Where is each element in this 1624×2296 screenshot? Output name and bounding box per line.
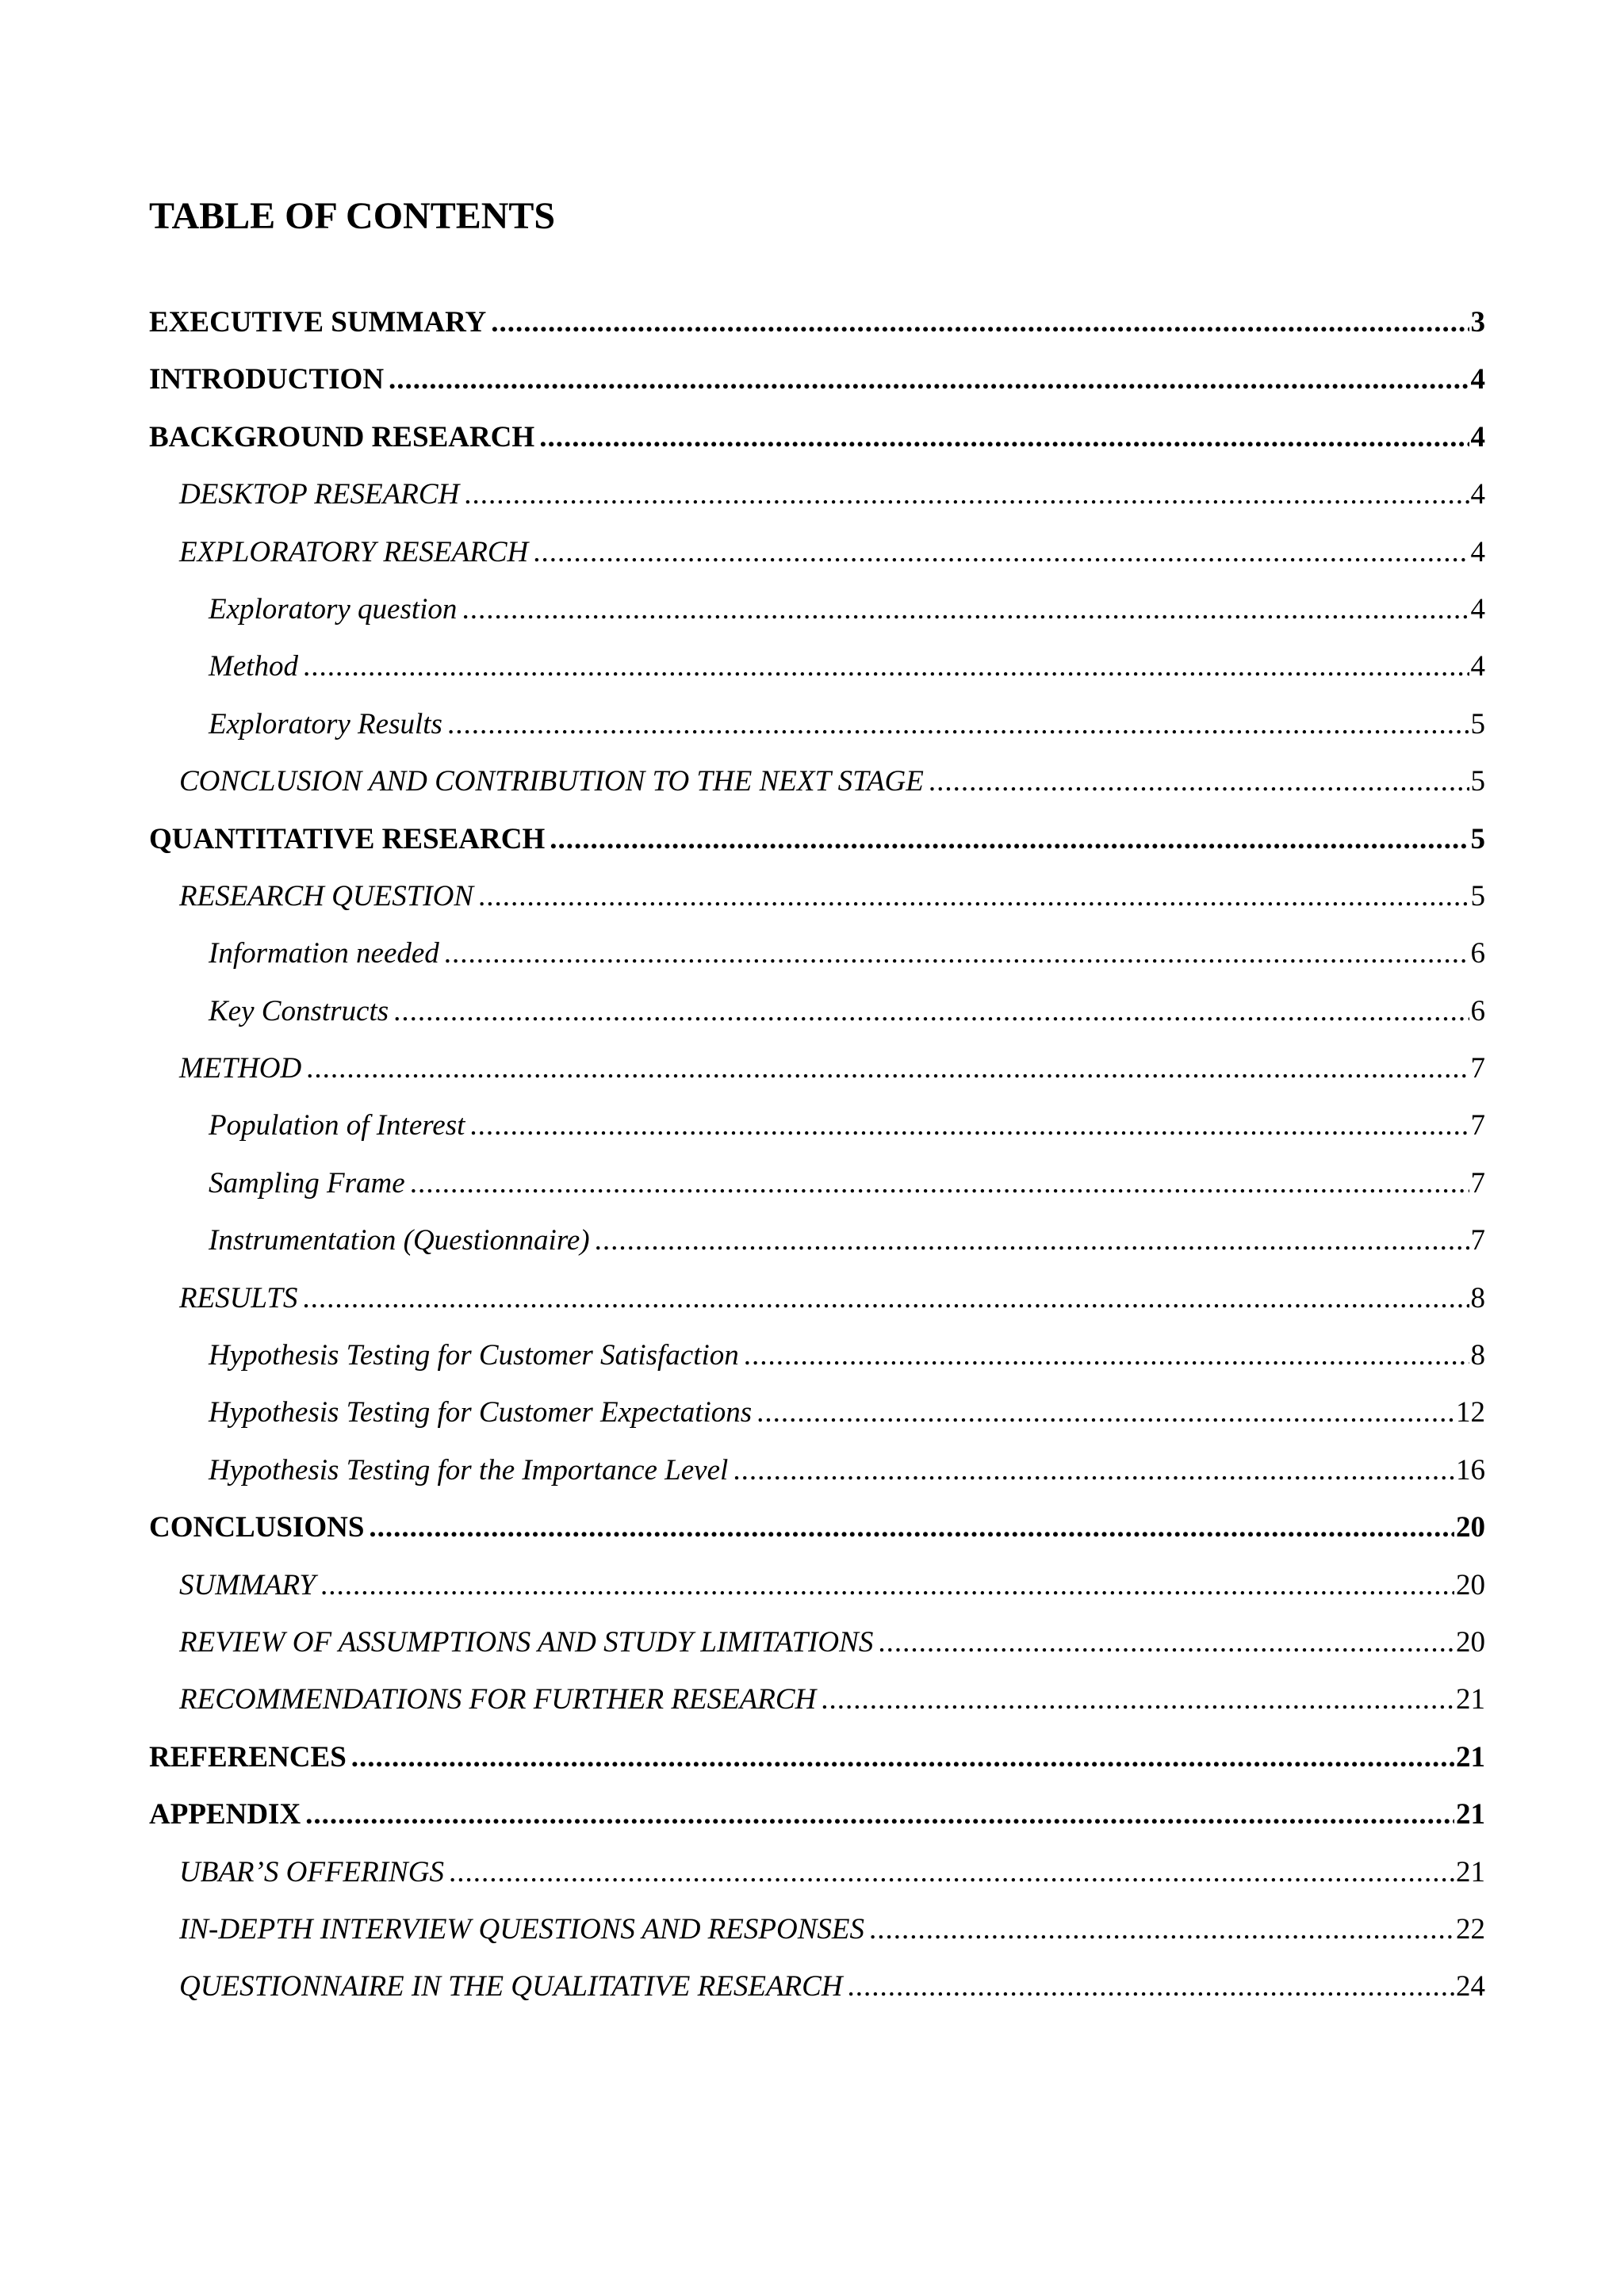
toc-entry-title: RESULTS bbox=[179, 1281, 298, 1314]
toc-entry[interactable] bbox=[149, 758, 1485, 815]
toc-entry[interactable] bbox=[149, 299, 1485, 356]
toc-entry-page-number: 4 bbox=[1470, 650, 1485, 683]
dot-leader bbox=[464, 471, 1469, 519]
toc-entry-title: Hypothesis Testing for Customer Satisfaction bbox=[209, 1339, 739, 1372]
toc-entry[interactable] bbox=[149, 1562, 1485, 1619]
toc-entry[interactable] bbox=[149, 586, 1485, 643]
toc-entry[interactable] bbox=[149, 1102, 1485, 1159]
toc-entry-page-number: 20 bbox=[1456, 1511, 1485, 1544]
dot-leader bbox=[756, 1389, 1454, 1437]
toc-entry-page-number: 4 bbox=[1470, 535, 1485, 568]
toc-entry-title: CONCLUSION AND CONTRIBUTION TO THE NEXT STAGE bbox=[179, 765, 924, 798]
toc-entry[interactable] bbox=[149, 356, 1485, 413]
toc-entry-title: Key Constructs bbox=[209, 994, 389, 1027]
toc-entry-title: Method bbox=[209, 650, 299, 683]
toc-entry-page-number: 21 bbox=[1456, 1855, 1485, 1888]
toc-entry-page-number: 4 bbox=[1470, 363, 1485, 396]
toc-entry[interactable] bbox=[149, 1332, 1485, 1389]
toc-entry-title: Sampling Frame bbox=[209, 1166, 405, 1200]
toc-entry-page-number: 4 bbox=[1470, 478, 1485, 511]
toc-entry-page-number: 21 bbox=[1456, 1683, 1485, 1716]
toc-entry[interactable] bbox=[149, 1791, 1485, 1848]
toc-entry[interactable] bbox=[149, 529, 1485, 586]
toc-list bbox=[149, 299, 1485, 2021]
toc-entry-title: Hypothesis Testing for the Importance Level bbox=[209, 1453, 729, 1487]
toc-entry-page-number: 5 bbox=[1470, 822, 1485, 855]
toc-entry-title: Instrumentation (Questionnaire) bbox=[209, 1224, 590, 1257]
toc-entry-page-number: 6 bbox=[1470, 937, 1485, 970]
toc-entry-page-number: 7 bbox=[1470, 1166, 1485, 1200]
toc-entry[interactable] bbox=[149, 988, 1485, 1045]
toc-entry-page-number: 24 bbox=[1456, 1970, 1485, 2003]
dot-leader bbox=[929, 758, 1469, 806]
toc-entry[interactable] bbox=[149, 1447, 1485, 1504]
dot-leader bbox=[351, 1734, 1454, 1781]
dot-leader bbox=[449, 1849, 1454, 1896]
dot-leader bbox=[320, 1562, 1454, 1609]
toc-entry-page-number: 7 bbox=[1470, 1224, 1485, 1257]
toc-entry-page-number: 16 bbox=[1456, 1453, 1485, 1487]
toc-entry-page-number: 5 bbox=[1470, 765, 1485, 798]
dot-leader bbox=[410, 1160, 1469, 1207]
toc-entry[interactable] bbox=[149, 1849, 1485, 1906]
toc-entry-title: METHOD bbox=[179, 1052, 302, 1085]
toc-entry[interactable] bbox=[149, 471, 1485, 528]
toc-entry-title: Exploratory question bbox=[209, 592, 458, 626]
toc-entry-page-number: 8 bbox=[1470, 1339, 1485, 1372]
toc-entry[interactable] bbox=[149, 414, 1485, 471]
dot-leader bbox=[550, 816, 1469, 863]
dot-leader bbox=[733, 1447, 1454, 1494]
toc-entry[interactable] bbox=[149, 1619, 1485, 1676]
toc-entry-page-number: 8 bbox=[1470, 1281, 1485, 1314]
toc-entry-page-number: 5 bbox=[1470, 879, 1485, 913]
toc-entry[interactable] bbox=[149, 1160, 1485, 1217]
toc-entry[interactable] bbox=[149, 1676, 1485, 1733]
toc-entry-title: IN-DEPTH INTERVIEW QUESTIONS AND RESPONSES bbox=[179, 1912, 864, 1946]
dot-leader bbox=[302, 1275, 1469, 1322]
toc-entry-page-number: 5 bbox=[1470, 707, 1485, 740]
dot-leader bbox=[305, 1791, 1454, 1839]
dot-leader bbox=[369, 1504, 1454, 1552]
toc-entry-title: INTRODUCTION bbox=[149, 363, 385, 396]
toc-entry-title: CONCLUSIONS bbox=[149, 1511, 365, 1544]
toc-entry-title: QUESTIONNAIRE IN THE QUALITATIVE RESEARCH bbox=[179, 1970, 843, 2003]
toc-entry-title: DESKTOP RESEARCH bbox=[179, 478, 460, 511]
toc-entry-page-number: 12 bbox=[1456, 1396, 1485, 1429]
toc-entry[interactable] bbox=[149, 1734, 1485, 1791]
toc-entry-title: REVIEW OF ASSUMPTIONS AND STUDY LIMITATIONS bbox=[179, 1625, 874, 1659]
toc-entry-title: Hypothesis Testing for Customer Expectations bbox=[209, 1396, 753, 1429]
toc-entry-page-number: 4 bbox=[1470, 592, 1485, 626]
toc-entry-page-number: 20 bbox=[1456, 1568, 1485, 1601]
dot-leader bbox=[462, 586, 1469, 633]
dot-leader bbox=[303, 643, 1469, 691]
dot-leader bbox=[878, 1619, 1454, 1667]
toc-entry-title: Exploratory Results bbox=[209, 707, 442, 740]
toc-entry-page-number: 21 bbox=[1456, 1798, 1485, 1831]
toc-entry-title: RECOMMENDATIONS FOR FURTHER RESEARCH bbox=[179, 1683, 817, 1716]
toc-entry-page-number: 7 bbox=[1470, 1052, 1485, 1085]
toc-entry-page-number: 21 bbox=[1456, 1740, 1485, 1774]
toc-entry-title: EXECUTIVE SUMMARY bbox=[149, 306, 487, 339]
toc-entry-title: BACKGROUND RESEARCH bbox=[149, 420, 535, 453]
toc-entry[interactable] bbox=[149, 1963, 1485, 2020]
toc-entry[interactable] bbox=[149, 1389, 1485, 1446]
toc-entry[interactable] bbox=[149, 1504, 1485, 1561]
toc-title: TABLE OF CONTENTS bbox=[149, 195, 556, 237]
toc-entry-title: SUMMARY bbox=[179, 1568, 316, 1601]
toc-entry-title: EXPLORATORY RESEARCH bbox=[179, 535, 529, 568]
dot-leader bbox=[491, 299, 1469, 346]
toc-entry[interactable] bbox=[149, 930, 1485, 987]
toc-entry-title: UBAR’S OFFERINGS bbox=[179, 1855, 444, 1888]
toc-entry[interactable] bbox=[149, 816, 1485, 873]
dot-leader bbox=[744, 1332, 1469, 1380]
dot-leader bbox=[595, 1217, 1469, 1265]
toc-entry-page-number: 4 bbox=[1470, 420, 1485, 453]
toc-entry-page-number: 7 bbox=[1470, 1109, 1485, 1142]
dot-leader bbox=[539, 414, 1469, 461]
dot-leader bbox=[447, 701, 1469, 748]
toc-entry[interactable] bbox=[149, 1217, 1485, 1274]
toc-entry[interactable] bbox=[149, 1906, 1485, 1963]
toc-entry-title: APPENDIX bbox=[149, 1798, 301, 1831]
toc-entry[interactable] bbox=[149, 701, 1485, 758]
dot-leader bbox=[389, 356, 1469, 404]
dot-leader bbox=[848, 1963, 1454, 2011]
toc-entry-title: REFERENCES bbox=[149, 1740, 347, 1774]
toc-entry-title: Population of Interest bbox=[209, 1109, 465, 1142]
toc-entry-title: Information needed bbox=[209, 937, 439, 970]
dot-leader bbox=[393, 988, 1469, 1035]
toc-entry-title: RESEARCH QUESTION bbox=[179, 879, 473, 913]
toc-entry[interactable] bbox=[149, 1275, 1485, 1332]
dot-leader bbox=[444, 930, 1469, 978]
toc-entry-page-number: 22 bbox=[1456, 1912, 1485, 1946]
toc-entry[interactable] bbox=[149, 873, 1485, 930]
dot-leader bbox=[306, 1045, 1469, 1093]
toc-entry[interactable] bbox=[149, 643, 1485, 700]
toc-entry-page-number: 6 bbox=[1470, 994, 1485, 1027]
toc-entry-title: QUANTITATIVE RESEARCH bbox=[149, 822, 546, 855]
toc-entry-page-number: 20 bbox=[1456, 1625, 1485, 1659]
dot-leader bbox=[533, 529, 1469, 576]
toc-entry-page-number: 3 bbox=[1470, 306, 1485, 339]
dot-leader bbox=[469, 1102, 1469, 1150]
toc-entry[interactable] bbox=[149, 1045, 1485, 1102]
dot-leader bbox=[478, 873, 1469, 920]
dot-leader bbox=[821, 1676, 1454, 1724]
dot-leader bbox=[869, 1906, 1454, 1954]
